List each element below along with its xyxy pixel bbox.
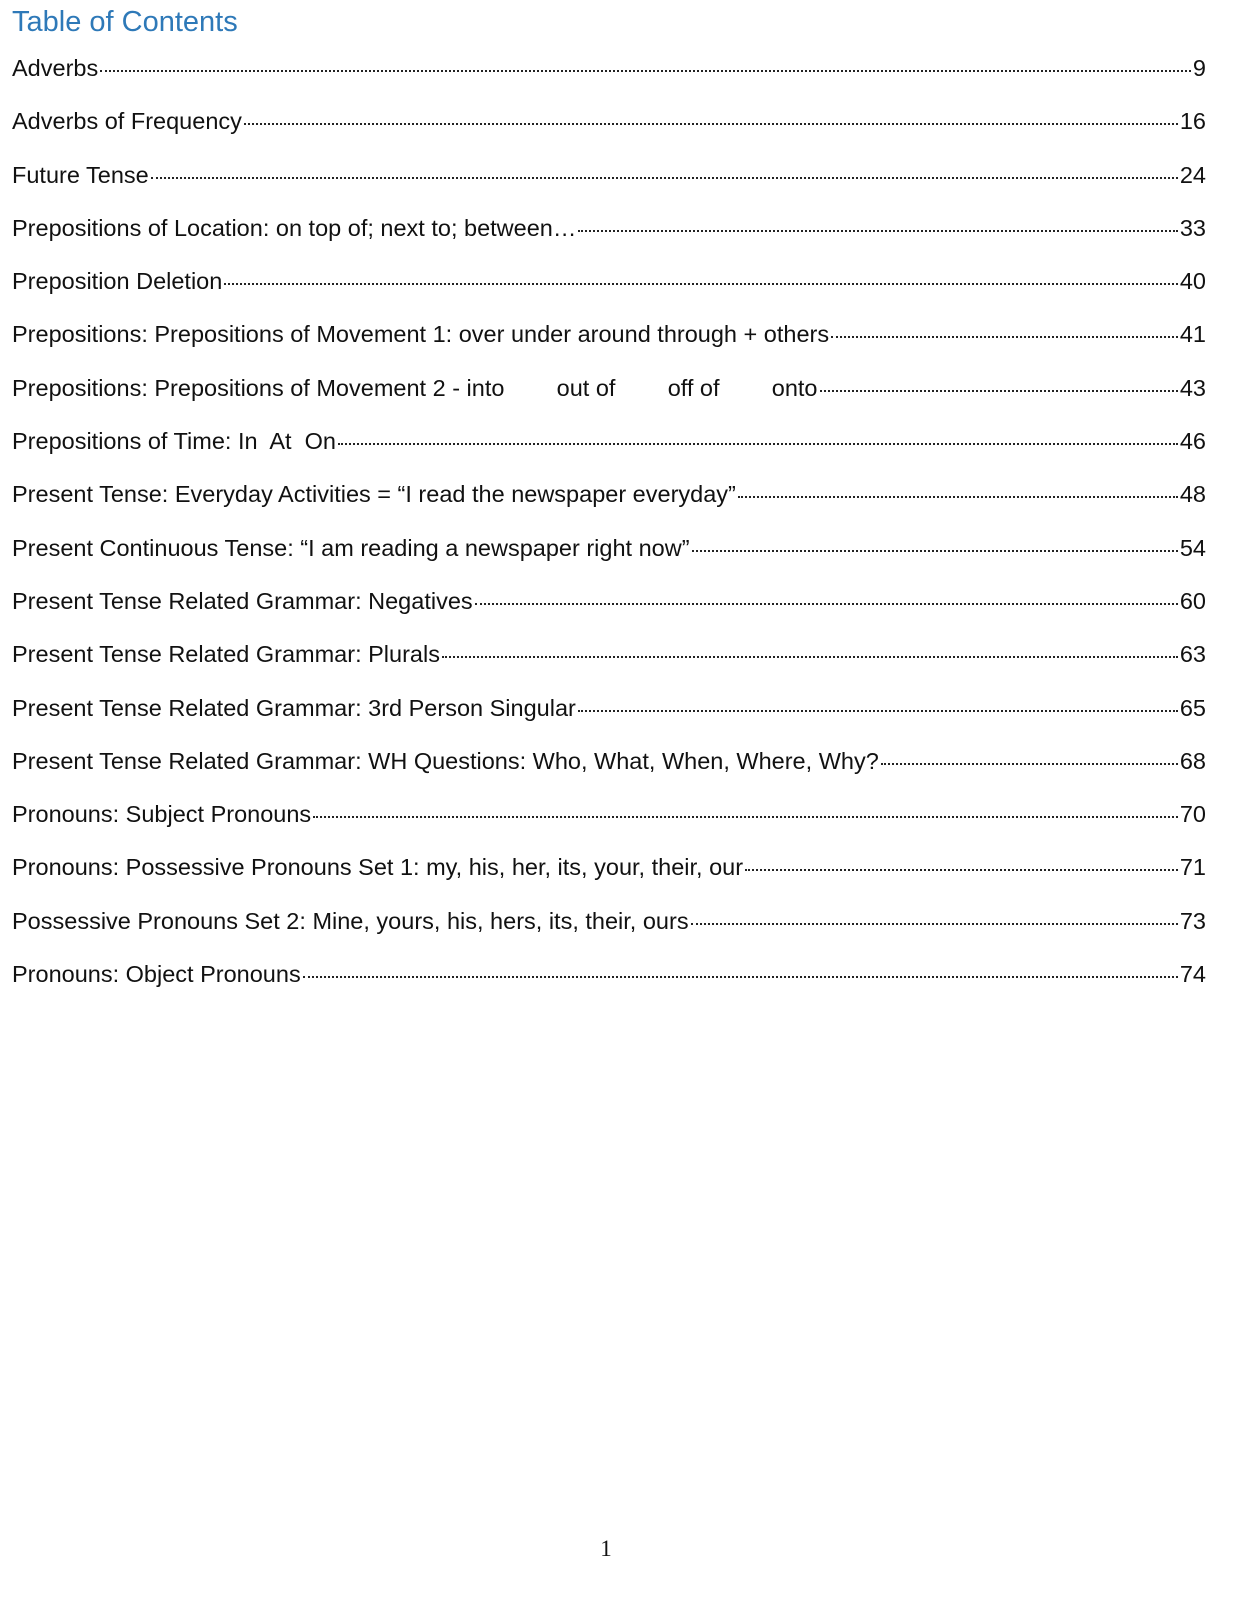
- toc-entry-page: 24: [1179, 161, 1206, 188]
- toc-dot-leader: [224, 283, 1178, 285]
- toc-entry-page: 16: [1179, 108, 1206, 135]
- toc-entry-title: Preposition Deletion: [12, 268, 223, 295]
- toc-entry-page: 60: [1179, 587, 1206, 614]
- toc-entry-title: Prepositions of Location: on top of; next to; between…: [12, 214, 577, 241]
- toc-entry-title: Present Tense: Everyday Activities = “I read the newspaper everyday”: [12, 481, 736, 508]
- toc-dot-leader: [303, 976, 1178, 978]
- toc-dot-leader: [578, 230, 1178, 232]
- toc-entry-title: Pronouns: Object Pronouns: [12, 961, 301, 988]
- toc-entry-title: Prepositions of Time: In At On: [12, 428, 336, 455]
- toc-entry-title: Pronouns: Subject Pronouns: [12, 801, 312, 828]
- toc-dot-leader: [881, 763, 1178, 765]
- toc-entry-page: 46: [1179, 428, 1206, 455]
- toc-entry-title: Adverbs: [12, 55, 99, 81]
- toc-entry[interactable]: [12, 103, 1206, 156]
- toc-entry-page: 73: [1179, 907, 1206, 934]
- toc-dot-leader: [738, 496, 1178, 498]
- toc-entry-title: Present Tense Related Grammar: Plurals: [12, 641, 440, 668]
- toc-dot-leader: [442, 656, 1178, 658]
- toc-entry-title: Present Tense Related Grammar: WH Questions: Who, What, When, Where, Why?: [12, 747, 879, 774]
- toc-dot-leader: [244, 123, 1178, 125]
- toc-dot-leader: [100, 70, 1191, 72]
- toc-dot-leader: [831, 336, 1178, 338]
- toc-entry[interactable]: [12, 956, 1206, 1009]
- toc-entry[interactable]: [12, 530, 1206, 583]
- toc-entry-title: Adverbs of Frequency: [12, 108, 242, 135]
- toc-entry-title: Future Tense: [12, 161, 149, 188]
- toc-entry[interactable]: [12, 636, 1206, 689]
- toc-dot-leader: [338, 443, 1178, 445]
- toc-entry-page: 41: [1179, 321, 1206, 348]
- toc-entry[interactable]: [12, 423, 1206, 476]
- toc-dot-leader: [820, 390, 1178, 392]
- toc-entry-title: Present Tense Related Grammar: 3rd Person Singular: [12, 694, 576, 721]
- toc-entry-title: Prepositions: Prepositions of Movement 2 - into out of off of onto: [12, 374, 818, 401]
- toc-entry-page: 71: [1179, 854, 1206, 881]
- toc-entry[interactable]: [12, 316, 1206, 369]
- toc-entry[interactable]: [12, 370, 1206, 423]
- toc-entry[interactable]: [12, 583, 1206, 636]
- toc-entry-title: Pronouns: Possessive Pronouns Set 1: my, his, her, its, your, their, our: [12, 854, 744, 881]
- toc-heading: Table of Contents: [12, 6, 238, 38]
- toc-entry[interactable]: [12, 476, 1206, 529]
- toc-entry-page: 9: [1192, 55, 1206, 81]
- toc-entry-page: 74: [1179, 961, 1206, 988]
- toc-entry[interactable]: [12, 903, 1206, 956]
- toc-entry[interactable]: [12, 690, 1206, 743]
- toc-entry-title: Present Continuous Tense: “I am reading a newspaper right now”: [12, 534, 690, 561]
- toc-dot-leader: [151, 177, 1178, 179]
- toc-entry-page: 43: [1179, 374, 1206, 401]
- toc-dot-leader: [691, 923, 1178, 925]
- toc-entry[interactable]: [12, 50, 1206, 103]
- toc-entry[interactable]: [12, 210, 1206, 263]
- toc-entry-page: 68: [1179, 747, 1206, 774]
- toc-entry-page: 33: [1179, 214, 1206, 241]
- toc-entry-page: 54: [1179, 534, 1206, 561]
- toc-entry-page: 48: [1179, 481, 1206, 508]
- toc-entry[interactable]: [12, 796, 1206, 849]
- toc-dot-leader: [745, 869, 1178, 871]
- toc-dot-leader: [692, 550, 1178, 552]
- toc-entry[interactable]: [12, 743, 1206, 796]
- toc-entry[interactable]: [12, 157, 1206, 210]
- toc-entry-page: 70: [1179, 801, 1206, 828]
- toc-entry-page: 63: [1179, 641, 1206, 668]
- toc-entry-page: 40: [1179, 268, 1206, 295]
- toc-entry-title: Present Tense Related Grammar: Negatives: [12, 587, 473, 614]
- toc-entry-page: 65: [1179, 694, 1206, 721]
- toc-entry[interactable]: [12, 849, 1206, 902]
- toc-dot-leader: [578, 710, 1178, 712]
- toc-dot-leader: [313, 816, 1178, 818]
- toc-list: [12, 50, 1206, 1009]
- toc-dot-leader: [475, 603, 1178, 605]
- toc-entry-title: Possessive Pronouns Set 2: Mine, yours, his, hers, its, their, ours: [12, 907, 689, 934]
- toc-entry[interactable]: [12, 263, 1206, 316]
- page-number: 1: [600, 1536, 612, 1561]
- toc-entry-title: Prepositions: Prepositions of Movement 1: over under around through + others: [12, 321, 830, 348]
